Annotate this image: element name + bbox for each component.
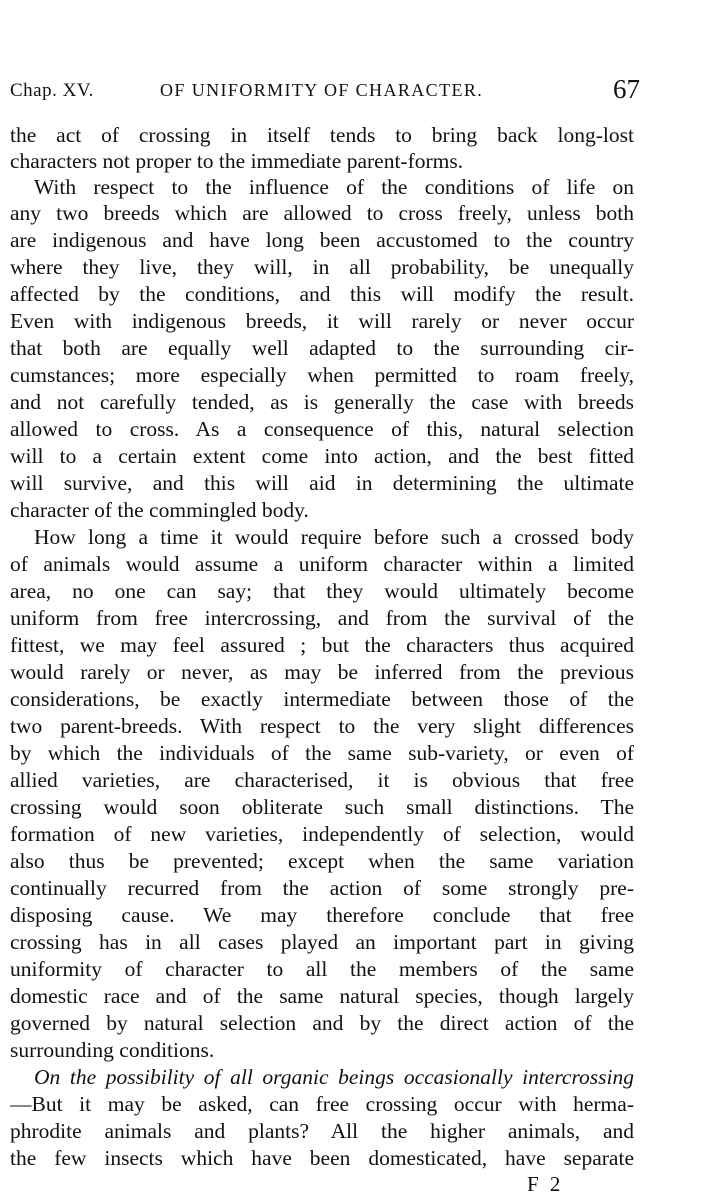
- page-number: 67: [613, 74, 640, 104]
- text-line: disposing cause. We may therefore conclude that free: [10, 903, 634, 927]
- text-line: surrounding conditions.: [10, 1038, 215, 1062]
- signature-mark: F 2: [527, 1172, 564, 1196]
- text-line: any two breeds which are allowed to cross freely, unless both: [10, 201, 634, 225]
- text-line: cumstances; more especially when permitted to roam freely,: [10, 363, 634, 387]
- text-line: will survive, and this will aid in determining the ultimate: [10, 471, 634, 495]
- text-line: are indigenous and have long been accustomed to the country: [10, 228, 634, 252]
- text-line: crossing has in all cases played an important part in giving: [10, 930, 634, 954]
- text-line: area, no one can say; that they would ultimately become: [10, 579, 634, 603]
- text-line: continually recurred from the action of some strongly pre-: [10, 876, 634, 900]
- running-header: [10, 74, 650, 110]
- text-line: by which the individuals of the same sub-variety, or even of: [10, 741, 634, 765]
- text-line: of animals would assume a uniform character within a limited: [10, 552, 634, 576]
- text-line: With respect to the influence of the conditions of life on: [34, 175, 634, 199]
- text-line: How long a time it would require before such a crossed body: [34, 525, 634, 549]
- text-line: phrodite animals and plants? All the higher animals, and: [10, 1119, 634, 1143]
- text-line: Even with indigenous breeds, it will rarely or never occur: [10, 309, 634, 333]
- text-line: affected by the conditions, and this will modify the result.: [10, 282, 634, 306]
- text-line: would rarely or never, as may be inferred from the previous: [10, 660, 634, 684]
- chapter-label: Chap. XV.: [10, 80, 94, 101]
- text-line: uniform from free intercrossing, and from the survival of the: [10, 606, 634, 630]
- text-line: formation of new varieties, independently of selection, would: [10, 822, 634, 846]
- text-line: fittest, we may feel assured ; but the characters thus acquired: [10, 633, 634, 657]
- running-title: OF UNIFORMITY OF CHARACTER.: [160, 80, 484, 100]
- text-line: domestic race and of the same natural species, though largely: [10, 984, 634, 1008]
- text-line: that both are equally well adapted to the surrounding cir-: [10, 336, 634, 360]
- text-line: also thus be prevented; except when the same variation: [10, 849, 634, 873]
- text-line: two parent-breeds. With respect to the very slight differences: [10, 714, 634, 738]
- text-line: —But it may be asked, can free crossing occur with herma-: [10, 1092, 634, 1116]
- text-line: will to a certain extent come into action, and the best fitted: [10, 444, 634, 468]
- text-line: crossing would soon obliterate such small distinctions. The: [10, 795, 634, 819]
- text-line: considerations, be exactly intermediate between those of the: [10, 687, 634, 711]
- text-line: the act of crossing in itself tends to bring back long-lost: [10, 123, 634, 147]
- section-heading-line: On the possibility of all organic beings occasionally intercrossing: [34, 1065, 634, 1089]
- text-line: uniformity of character to all the members of the same: [10, 957, 634, 981]
- text-line: the few insects which have been domesticated, have separate: [10, 1146, 634, 1170]
- text-line: allied varieties, are characterised, it is obvious that free: [10, 768, 634, 792]
- text-line: characters not proper to the immediate parent-forms.: [10, 149, 464, 173]
- text-line: character of the commingled body.: [10, 498, 309, 522]
- text-line: governed by natural selection and by the direct action of the: [10, 1011, 634, 1035]
- text-line: and not carefully tended, as is generally the case with breeds: [10, 390, 634, 414]
- text-line: where they live, they will, in all probability, be unequally: [10, 255, 634, 279]
- text-line: allowed to cross. As a consequence of this, natural selection: [10, 417, 634, 441]
